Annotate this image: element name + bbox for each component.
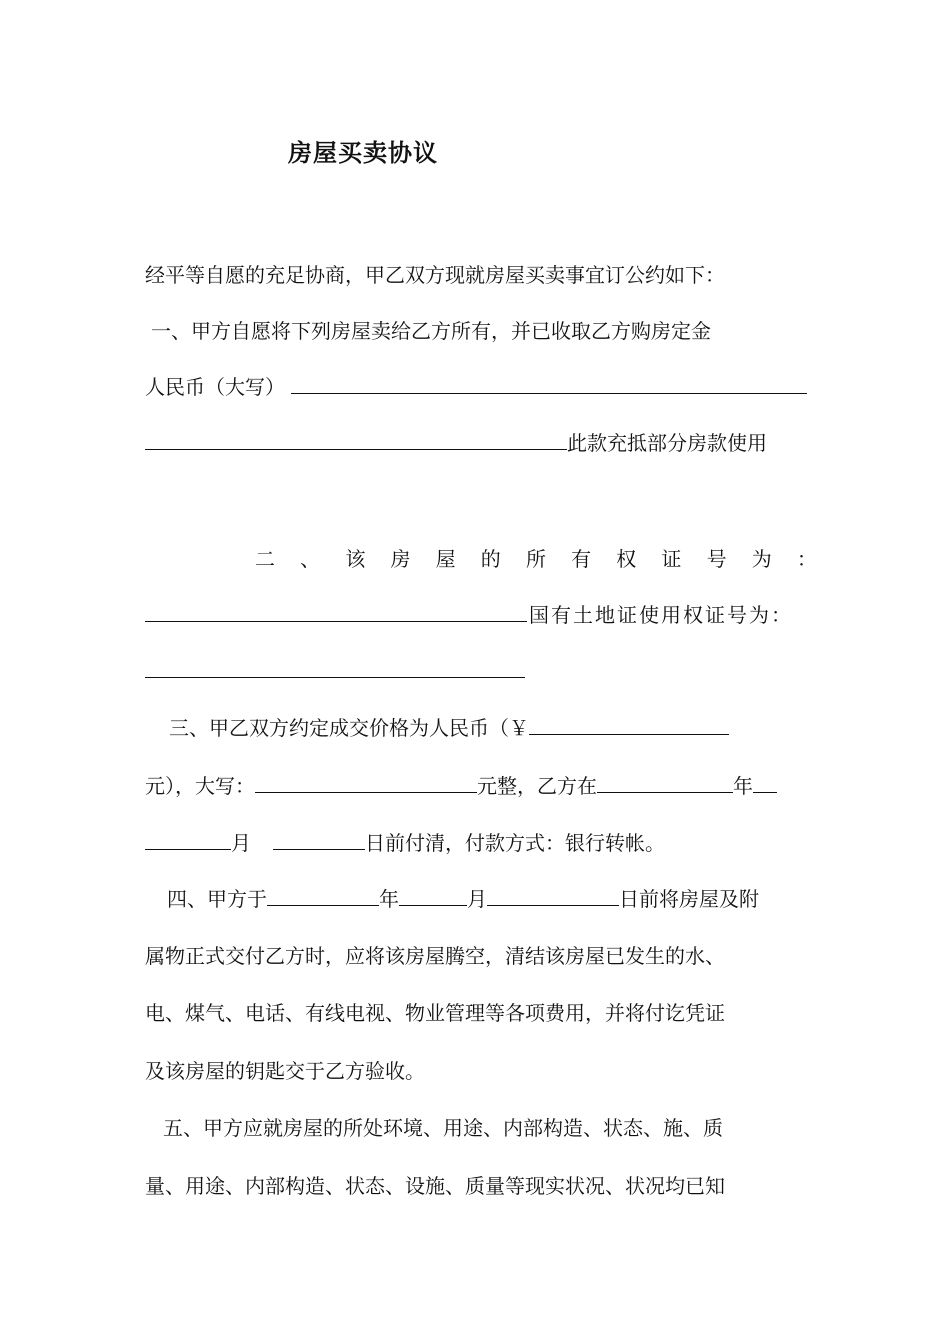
pay-year-blank (597, 772, 733, 793)
clause-3-payment: 日前付清，付款方式：银行转帐。 (365, 831, 665, 855)
c2-char: 号 (706, 547, 727, 571)
clause-2-line-2 (145, 601, 817, 629)
clause-1-line-3 (145, 429, 817, 457)
pay-month-blank (753, 772, 777, 793)
c2-char: 房 (390, 547, 411, 571)
clause-3-month: 月 (231, 831, 251, 855)
c2-char: 有 (571, 547, 592, 571)
ownership-cert-blank (145, 601, 527, 622)
clause-1-line-2 (145, 373, 817, 401)
c2-char: 该 (345, 547, 366, 571)
handover-day-blank (487, 885, 619, 906)
clause-2-line-1 (255, 545, 817, 573)
clause-5-line-1: 五、甲方应就房屋的所处环境、用途、内部构造、状态、施、质 (163, 1116, 723, 1140)
c2-char: 权 (616, 547, 637, 571)
price-number-blank (529, 714, 729, 735)
document-title: 房屋买卖协议 (288, 138, 438, 167)
land-cert-blank (145, 657, 525, 678)
c2-char: 的 (480, 547, 501, 571)
clause-4-line-3: 电、煤气、电话、有线电视、物业管理等各项费用，并将付讫凭证 (145, 1001, 725, 1025)
handover-month-blank (399, 885, 467, 906)
deposit-amount-blank (291, 373, 807, 394)
clause-4-end: 日前将房屋及附 (619, 887, 759, 911)
clause-4-start: 四、甲方于 (167, 887, 267, 911)
clause-3-year: 年 (733, 774, 753, 798)
pay-month-blank-cont (145, 829, 231, 850)
clause-5-line-2: 量、用途、内部构造、状态、设施、质量等现实状况、状况均已知 (145, 1174, 725, 1198)
clause-2-line-3 (145, 657, 817, 685)
clause-4-line-1 (145, 885, 839, 913)
c2-char: 所 (525, 547, 546, 571)
c2-char: ： (796, 547, 817, 571)
pay-day-blank (273, 829, 365, 850)
clause-4-year: 年 (379, 887, 399, 911)
handover-year-blank (267, 885, 379, 906)
clause-4-month: 月 (467, 887, 487, 911)
clause-1-usage-text: 此款充抵部分房款使用 (567, 431, 767, 455)
clause-2-spaced-text (255, 545, 817, 573)
c2-char: 、 (300, 547, 321, 571)
c2-char: 证 (661, 547, 682, 571)
clause-3-line-3 (145, 829, 817, 857)
clause-3-line-2 (145, 772, 817, 800)
price-words-blank (255, 772, 477, 793)
clause-3-price-label: 三、甲乙双方约定成交价格为人民币（￥ (169, 716, 529, 740)
clause-4-line-2: 属物正式交付乙方时，应将该房屋腾空，清结该房屋已发生的水、 (145, 944, 725, 968)
clause-4-line-4: 及该房屋的钥匙交于乙方验收。 (145, 1059, 425, 1083)
clause-1-rmb-label: 人民币（大写） (145, 375, 285, 399)
c2-char: 屋 (435, 547, 456, 571)
land-cert-label: 国有土地证使用权证号为： (529, 603, 793, 627)
intro-paragraph: 经平等自愿的充足协商，甲乙双方现就房屋买卖事宜订公约如下： (145, 263, 725, 287)
clause-3-line-1 (145, 714, 841, 742)
c2-char: 为 (751, 547, 772, 571)
clause-1-line-1: 一、甲方自愿将下列房屋卖给乙方所有，并已收取乙方购房定金 (151, 319, 711, 343)
deposit-amount-blank-cont (145, 429, 567, 450)
c2-char: 二 (255, 547, 275, 571)
clause-3-yuan-label: 元），大写： (145, 774, 255, 798)
clause-3-yuanzheng: 元整，乙方在 (477, 774, 597, 798)
